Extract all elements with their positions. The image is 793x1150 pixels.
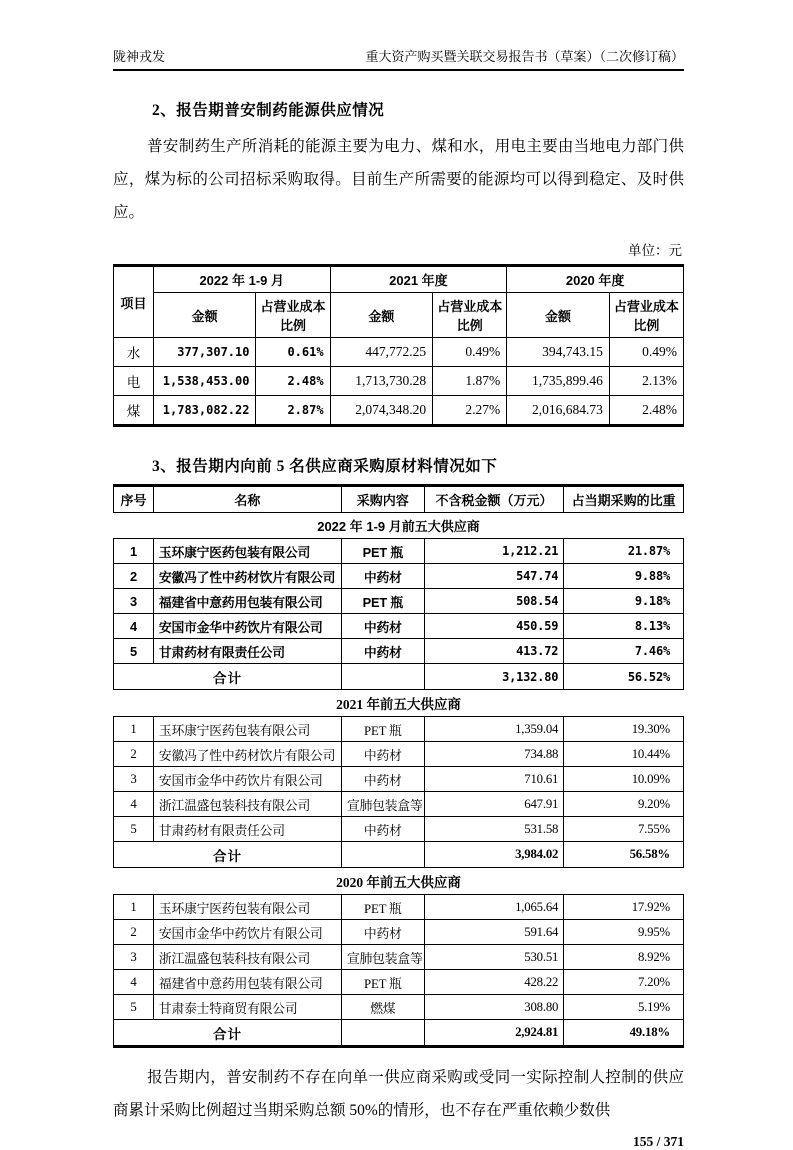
supplier-row <box>114 564 684 589</box>
suppliers-total-empty-cell <box>341 842 424 868</box>
suppliers-total-empty-cell <box>341 664 424 690</box>
energy-amount-header-2020: 金额 <box>507 293 610 338</box>
supplier-row <box>114 539 684 564</box>
suppliers-total-row <box>114 842 684 868</box>
energy-amount-header-2022: 金额 <box>153 293 256 338</box>
supplier-name-cell: 福建省中意药用包装有限公司 <box>153 970 341 995</box>
supplier-ratio-cell: 7.46% <box>564 639 684 664</box>
top-suppliers-table <box>113 484 684 1048</box>
supplier-amount-cell: 308.80 <box>424 995 564 1020</box>
supplier-amount-cell: 1,065.64 <box>424 895 564 920</box>
supplier-content-cell: PET 瓶 <box>341 539 424 564</box>
supplier-content-cell: 燃煤 <box>341 995 424 1020</box>
supplier-amount-cell: 734.88 <box>424 742 564 767</box>
supplier-row <box>114 767 684 792</box>
suppliers-col-name: 名称 <box>153 486 341 513</box>
energy-amount-2021-cell: 1,713,730.28 <box>330 367 433 396</box>
supplier-name-cell: 浙江温盛包装科技有限公司 <box>153 792 341 817</box>
suppliers-total-label: 合计 <box>114 842 342 868</box>
suppliers-section-title-row <box>114 868 684 895</box>
supplier-name-cell: 安徽冯了性中药材饮片有限公司 <box>153 742 341 767</box>
suppliers-total-empty-cell <box>341 1020 424 1047</box>
energy-table-row <box>114 367 684 396</box>
closing-paragraph: 报告期内，普安制药不存在向单一供应商采购或受同一实际控制人控制的供应商累计采购比例超过当期采购总额 50%的情形，也不存在严重依赖少数供 <box>113 1069 684 1119</box>
supplier-seq-cell: 4 <box>114 614 154 639</box>
supplier-name-cell: 安国市金华中药饮片有限公司 <box>153 614 341 639</box>
supplier-content-cell: 宣肺包装盒等 <box>341 945 424 970</box>
supplier-amount-cell: 428.22 <box>424 970 564 995</box>
supplier-row <box>114 639 684 664</box>
energy-ratio-2021-cell: 1.87% <box>433 367 507 396</box>
suppliers-section-title: 2022 年 1-9 月前五大供应商 <box>114 513 684 539</box>
energy-ratio-2021-cell: 0.49% <box>433 338 507 367</box>
supplier-ratio-cell: 9.88% <box>564 564 684 589</box>
supplier-content-cell: PET 瓶 <box>341 895 424 920</box>
supplier-seq-cell: 5 <box>114 817 154 842</box>
energy-ratio-2020-cell: 0.49% <box>609 338 683 367</box>
supplier-ratio-cell: 5.19% <box>564 995 684 1020</box>
energy-table-row <box>114 338 684 367</box>
energy-header-row-measures <box>114 293 684 338</box>
suppliers-total-amount-cell: 3,984.02 <box>424 842 564 868</box>
suppliers-total-label: 合计 <box>114 664 342 690</box>
supplier-content-cell: 宣肺包装盒等 <box>341 792 424 817</box>
supplier-ratio-cell: 9.20% <box>564 792 684 817</box>
energy-ratio-2022-cell: 2.87% <box>256 396 330 426</box>
energy-amount-2020-cell: 2,016,684.73 <box>507 396 610 426</box>
supplier-ratio-cell: 19.30% <box>564 717 684 742</box>
supplier-amount-cell: 1,359.04 <box>424 717 564 742</box>
supplier-amount-cell: 647.91 <box>424 792 564 817</box>
supplier-name-cell: 甘肃药材有限责任公司 <box>153 639 341 664</box>
supplier-row <box>114 817 684 842</box>
supplier-amount-cell: 508.54 <box>424 589 564 614</box>
supplier-row <box>114 945 684 970</box>
energy-ratio-2020-cell: 2.48% <box>609 396 683 426</box>
section-2-heading: 2、报告期普安制药能源供应情况 <box>152 102 385 119</box>
supplier-row <box>114 895 684 920</box>
energy-amount-header-2021: 金额 <box>330 293 433 338</box>
supplier-amount-cell: 531.58 <box>424 817 564 842</box>
page-number: 155 / 371 <box>632 1134 684 1149</box>
suppliers-section-title: 2020 年前五大供应商 <box>114 868 684 895</box>
energy-amount-2020-cell: 394,743.15 <box>507 338 610 367</box>
supplier-seq-cell: 4 <box>114 970 154 995</box>
supplier-ratio-cell: 7.55% <box>564 817 684 842</box>
supplier-content-cell: PET 瓶 <box>341 970 424 995</box>
supplier-seq-cell: 2 <box>114 564 154 589</box>
supplier-content-cell: PET 瓶 <box>341 589 424 614</box>
energy-amount-2022-cell: 1,538,453.00 <box>153 367 256 396</box>
supplier-name-cell: 安国市金华中药饮片有限公司 <box>153 767 341 792</box>
energy-item-cell: 水 <box>114 338 154 367</box>
supplier-name-cell: 甘肃泰士特商贸有限公司 <box>153 995 341 1020</box>
supplier-content-cell: 中药材 <box>341 742 424 767</box>
supplier-seq-cell: 5 <box>114 639 154 664</box>
supplier-seq-cell: 1 <box>114 717 154 742</box>
supplier-ratio-cell: 21.87% <box>564 539 684 564</box>
supplier-content-cell: 中药材 <box>341 817 424 842</box>
supplier-seq-cell: 1 <box>114 895 154 920</box>
suppliers-total-row <box>114 664 684 690</box>
energy-item-cell: 煤 <box>114 396 154 426</box>
suppliers-header-row <box>114 486 684 513</box>
supplier-ratio-cell: 17.92% <box>564 895 684 920</box>
energy-amount-2020-cell: 1,735,899.46 <box>507 367 610 396</box>
supplier-row <box>114 792 684 817</box>
suppliers-section-title-row <box>114 513 684 539</box>
supplier-amount-cell: 547.74 <box>424 564 564 589</box>
supplier-row <box>114 614 684 639</box>
header-company-name: 陇神戎发 <box>113 49 166 64</box>
energy-ratio-header-2020: 占营业成本比例 <box>609 293 683 338</box>
supplier-amount-cell: 1,212.21 <box>424 539 564 564</box>
supplier-name-cell: 玉环康宁医药包装有限公司 <box>153 717 341 742</box>
supplier-ratio-cell: 9.18% <box>564 589 684 614</box>
supplier-seq-cell: 3 <box>114 767 154 792</box>
energy-ratio-header-2022: 占营业成本比例 <box>256 293 330 338</box>
suppliers-col-amount: 不含税金额（万元） <box>424 486 564 513</box>
energy-period-2021-header: 2021 年度 <box>330 266 507 293</box>
energy-supply-table <box>113 264 684 427</box>
supplier-seq-cell: 2 <box>114 920 154 945</box>
supplier-amount-cell: 710.61 <box>424 767 564 792</box>
supplier-seq-cell: 2 <box>114 742 154 767</box>
supplier-amount-cell: 530.51 <box>424 945 564 970</box>
supplier-name-cell: 安国市金华中药饮片有限公司 <box>153 920 341 945</box>
suppliers-section-title: 2021 年前五大供应商 <box>114 690 684 717</box>
suppliers-total-ratio-cell: 49.18% <box>564 1020 684 1047</box>
supplier-ratio-cell: 8.92% <box>564 945 684 970</box>
energy-amount-2022-cell: 377,307.10 <box>153 338 256 367</box>
section-2-paragraph: 普安制药生产所消耗的能源主要为电力、煤和水，用电主要由当地电力部门供应，煤为标的公司招标采购取得。目前生产所需要的能源均可以得到稳定、及时供应。 <box>113 138 684 221</box>
supplier-seq-cell: 3 <box>114 945 154 970</box>
energy-table-row <box>114 396 684 426</box>
supplier-row <box>114 970 684 995</box>
energy-period-2020-header: 2020 年度 <box>507 266 684 293</box>
suppliers-total-row <box>114 1020 684 1047</box>
suppliers-col-content: 采购内容 <box>341 486 424 513</box>
energy-item-cell: 电 <box>114 367 154 396</box>
supplier-seq-cell: 1 <box>114 539 154 564</box>
supplier-ratio-cell: 8.13% <box>564 614 684 639</box>
suppliers-total-amount-cell: 2,924.81 <box>424 1020 564 1047</box>
energy-ratio-2021-cell: 2.27% <box>433 396 507 426</box>
supplier-row <box>114 589 684 614</box>
energy-ratio-2022-cell: 2.48% <box>256 367 330 396</box>
section-3-heading: 3、报告期内向前 5 名供应商采购原材料情况如下 <box>152 458 498 475</box>
supplier-content-cell: 中药材 <box>341 564 424 589</box>
supplier-name-cell: 安徽冯了性中药材饮片有限公司 <box>153 564 341 589</box>
supplier-name-cell: 甘肃药材有限责任公司 <box>153 817 341 842</box>
energy-ratio-header-2021: 占营业成本比例 <box>433 293 507 338</box>
suppliers-col-seq: 序号 <box>114 486 154 513</box>
supplier-seq-cell: 3 <box>114 589 154 614</box>
suppliers-total-amount-cell: 3,132.80 <box>424 664 564 690</box>
energy-header-row-periods <box>114 266 684 293</box>
supplier-content-cell: 中药材 <box>341 639 424 664</box>
unit-label: 单位：元 <box>628 243 682 258</box>
supplier-ratio-cell: 10.44% <box>564 742 684 767</box>
supplier-amount-cell: 450.59 <box>424 614 564 639</box>
energy-amount-2021-cell: 2,074,348.20 <box>330 396 433 426</box>
supplier-ratio-cell: 7.20% <box>564 970 684 995</box>
suppliers-total-label: 合计 <box>114 1020 342 1047</box>
energy-ratio-2022-cell: 0.61% <box>256 338 330 367</box>
energy-ratio-2020-cell: 2.13% <box>609 367 683 396</box>
suppliers-total-ratio-cell: 56.52% <box>564 664 684 690</box>
supplier-content-cell: PET 瓶 <box>341 717 424 742</box>
supplier-row <box>114 920 684 945</box>
supplier-content-cell: 中药材 <box>341 920 424 945</box>
supplier-name-cell: 玉环康宁医药包装有限公司 <box>153 539 341 564</box>
supplier-seq-cell: 5 <box>114 995 154 1020</box>
supplier-row <box>114 717 684 742</box>
supplier-ratio-cell: 9.95% <box>564 920 684 945</box>
energy-period-2022-header: 2022 年 1-9 月 <box>153 266 330 293</box>
supplier-content-cell: 中药材 <box>341 614 424 639</box>
page-header <box>113 46 684 71</box>
supplier-amount-cell: 591.64 <box>424 920 564 945</box>
suppliers-section-title-row <box>114 690 684 717</box>
energy-amount-2021-cell: 447,772.25 <box>330 338 433 367</box>
supplier-seq-cell: 4 <box>114 792 154 817</box>
header-report-title: 重大资产购买暨关联交易报告书（草案）（二次修订稿） <box>365 49 684 64</box>
supplier-name-cell: 浙江温盛包装科技有限公司 <box>153 945 341 970</box>
energy-amount-2022-cell: 1,783,082.22 <box>153 396 256 426</box>
supplier-content-cell: 中药材 <box>341 767 424 792</box>
supplier-row <box>114 995 684 1020</box>
supplier-ratio-cell: 10.09% <box>564 767 684 792</box>
supplier-row <box>114 742 684 767</box>
energy-col-item-header: 项目 <box>114 266 154 338</box>
suppliers-col-ratio: 占当期采购的比重 <box>564 486 684 513</box>
supplier-amount-cell: 413.72 <box>424 639 564 664</box>
supplier-name-cell: 玉环康宁医药包装有限公司 <box>153 895 341 920</box>
suppliers-total-ratio-cell: 56.58% <box>564 842 684 868</box>
supplier-name-cell: 福建省中意药用包装有限公司 <box>153 589 341 614</box>
